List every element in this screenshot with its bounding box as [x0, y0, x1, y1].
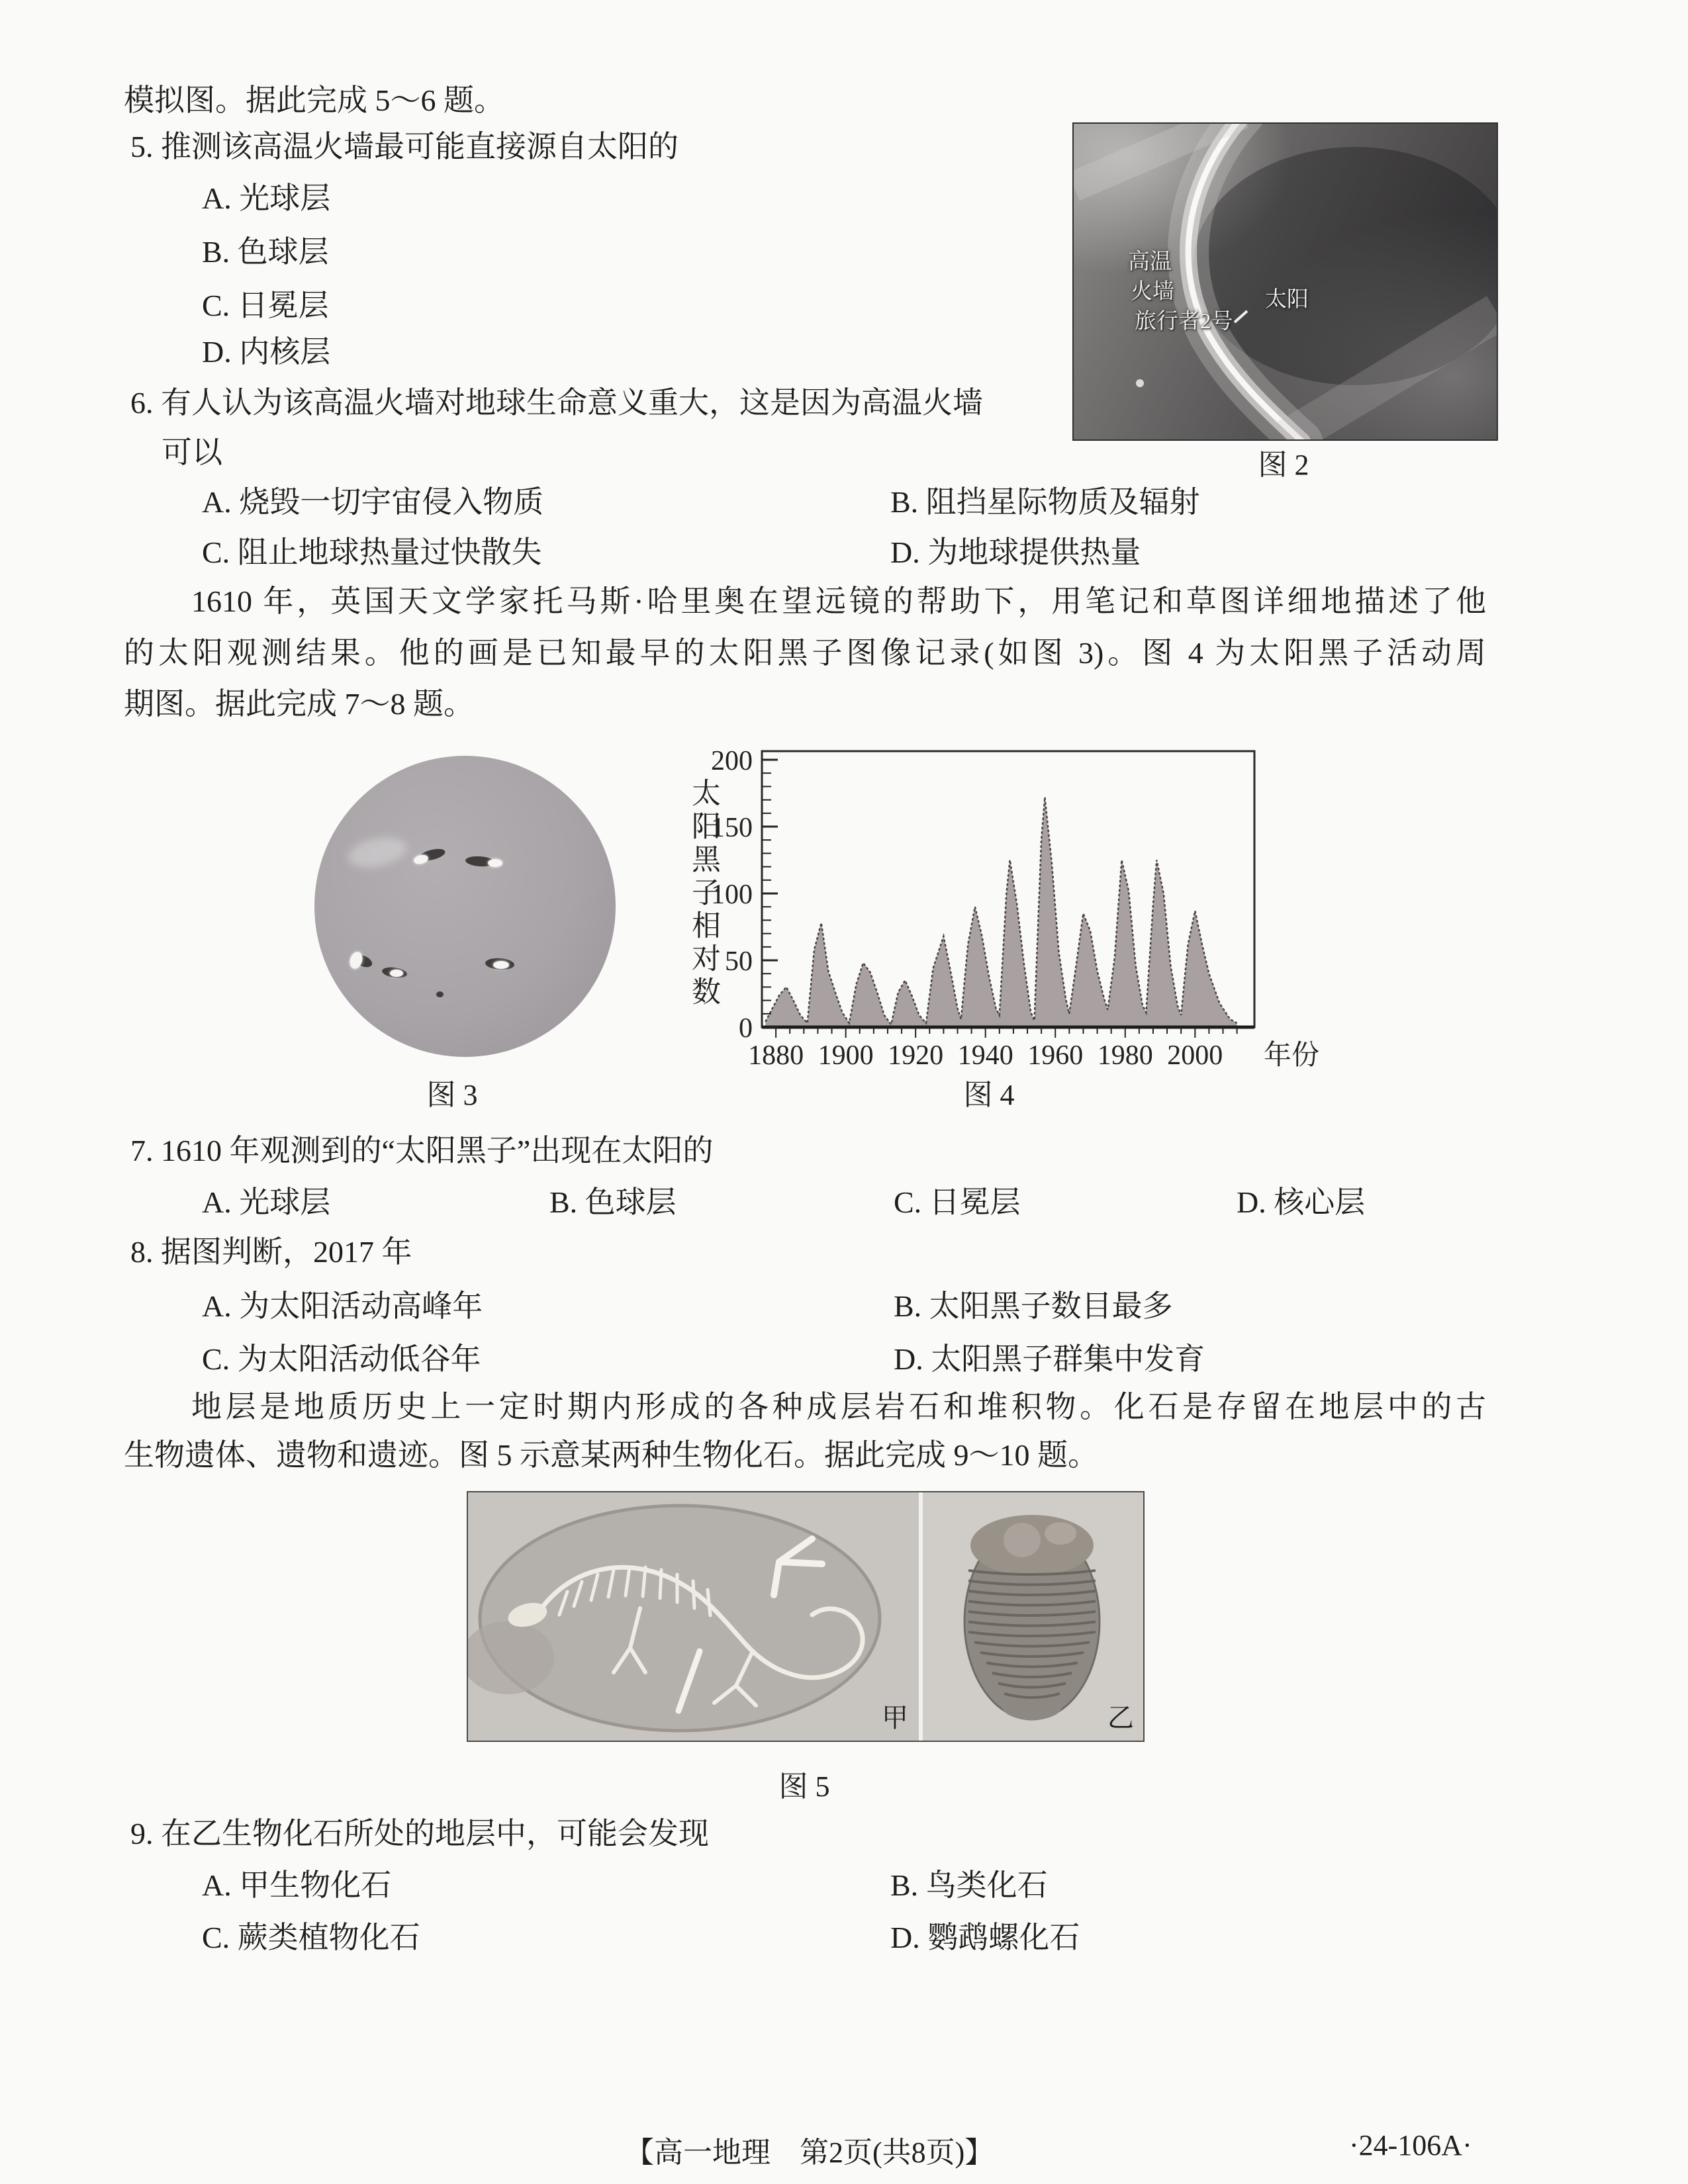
- label-voyager-2: 旅行者2号: [1135, 310, 1233, 334]
- question-6-option-d: D. 为地球提供热量: [890, 535, 1141, 569]
- question-5-option-c: C. 日冕层: [202, 289, 329, 322]
- question-7-option-a: A. 光球层: [202, 1185, 331, 1219]
- fossil-photo-reptile: [468, 1492, 919, 1741]
- question-8-option-a: A. 为太阳活动高峰年: [202, 1289, 483, 1323]
- question-9-stem: 9. 在乙生物化石所处的地层中，可能会发现: [130, 1817, 709, 1850]
- question-7-option-c: C. 日冕层: [894, 1185, 1021, 1219]
- svg-text:100: 100: [711, 880, 753, 910]
- svg-text:2000: 2000: [1167, 1040, 1223, 1071]
- svg-text:1940: 1940: [957, 1040, 1013, 1071]
- question-8-stem: 8. 据图判断，2017 年: [130, 1235, 412, 1269]
- question-6-option-b: B. 阻挡星际物质及辐射: [890, 485, 1200, 519]
- sunspot-glint: [348, 950, 364, 970]
- paragraph-1-line-3: 期图。据此完成 7～8 题。: [124, 687, 474, 721]
- question-9-option-a: A. 甲生物化石: [202, 1868, 392, 1902]
- svg-text:1880: 1880: [748, 1040, 804, 1071]
- question-8-option-d: D. 太阳黑子群集中发育: [894, 1342, 1205, 1376]
- question-7-option-b: B. 色球层: [549, 1185, 677, 1219]
- fossil-yi-label: 乙: [1107, 1703, 1134, 1733]
- question-5-option-b: B. 色球层: [202, 235, 329, 269]
- fossil-photo-trilobite: [923, 1492, 1143, 1741]
- sunspot-glint: [413, 854, 429, 866]
- sunspot-glint: [493, 961, 509, 969]
- paragraph-1-line-1: 1610 年，英国天文学家托马斯·哈里奥在望远镜的帮助下，用笔记和草图详细地描述了他: [191, 584, 1486, 618]
- question-6-option-c: C. 阻止地球热量过快散失: [202, 535, 542, 569]
- label-firewall-line2: 火墙: [1131, 280, 1174, 304]
- question-7-option-d: D. 核心层: [1237, 1185, 1366, 1219]
- question-9-option-c: C. 蕨类植物化石: [202, 1921, 420, 1954]
- paragraph-2-line-1: 地层是地质历史上一定时期内形成的各种成层岩石和堆积物。化石是存留在地层中的古: [191, 1390, 1486, 1424]
- label-firewall-line1: 高温: [1128, 250, 1172, 274]
- sunspot-mark: [436, 991, 444, 997]
- question-9-option-d: D. 鹦鹉螺化石: [890, 1921, 1080, 1954]
- svg-text:年份: 年份: [1264, 1040, 1320, 1071]
- question-6-option-a: A. 烧毁一切宇宙侵入物质: [202, 485, 544, 519]
- question-6-stem: 6. 有人认为该高温火墙对地球生命意义重大，这是因为高温火墙: [130, 386, 983, 420]
- label-sun: 太阳: [1265, 288, 1309, 312]
- sun-bright-patch: [346, 833, 410, 872]
- figure-3-sunspot-drawing: [314, 756, 616, 1057]
- footer-paper-code: ·24-106A·: [1349, 2129, 1472, 2161]
- reptile-skeleton-graphic: [468, 1492, 919, 1741]
- svg-text:1960: 1960: [1027, 1040, 1084, 1071]
- figure-2-caption: 图 2: [1258, 449, 1309, 481]
- svg-text:1920: 1920: [888, 1040, 944, 1071]
- figure-3-caption: 图 3: [426, 1079, 478, 1111]
- question-8-option-b: B. 太阳黑子数目最多: [894, 1289, 1173, 1323]
- fossil-jia-label: 甲: [882, 1703, 908, 1733]
- question-7-stem: 7. 1610 年观测到的“太阳黑子”出现在太阳的: [130, 1134, 714, 1167]
- sunspot-glint: [390, 970, 403, 977]
- paragraph-1-line-2: 的太阳观测结果。他的画是已知最早的太阳黑子图像记录(如图 3)。图 4 为太阳黑子活动周: [124, 636, 1486, 670]
- intro-text: 模拟图。据此完成 5～6 题。: [124, 83, 504, 117]
- question-8-option-c: C. 为太阳活动低谷年: [202, 1342, 481, 1376]
- sunspot-glint: [488, 859, 502, 867]
- svg-text:150: 150: [711, 813, 753, 843]
- figure-2-voyager-photo: [1072, 122, 1498, 441]
- svg-text:1980: 1980: [1097, 1040, 1153, 1071]
- question-6-stem-cont: 可以: [162, 435, 222, 469]
- question-5-stem: 5. 推测该高温火墙最可能直接源自太阳的: [130, 130, 679, 163]
- figure-5-fossil-photos: [467, 1491, 1145, 1742]
- svg-text:50: 50: [725, 946, 753, 977]
- question-5-option-d: D. 内核层: [202, 335, 331, 369]
- figure-4-caption: 图 4: [963, 1079, 1015, 1111]
- chart-y-axis-title: 太阳黑子相对数: [687, 778, 720, 1009]
- question-9-option-b: B. 鸟类化石: [890, 1868, 1048, 1902]
- footer-page-info: 【高一地理 第2页(共8页)】: [625, 2136, 994, 2169]
- figure-5-caption: 图 5: [778, 1770, 830, 1803]
- svg-text:1900: 1900: [818, 1040, 874, 1071]
- question-5-option-a: A. 光球层: [202, 181, 331, 215]
- paragraph-2-line-2: 生物遗体、遗物和遗迹。图 5 示意某两种生物化石。据此完成 9～10 题。: [124, 1438, 1098, 1472]
- svg-text:0: 0: [739, 1013, 753, 1044]
- svg-text:200: 200: [711, 746, 753, 776]
